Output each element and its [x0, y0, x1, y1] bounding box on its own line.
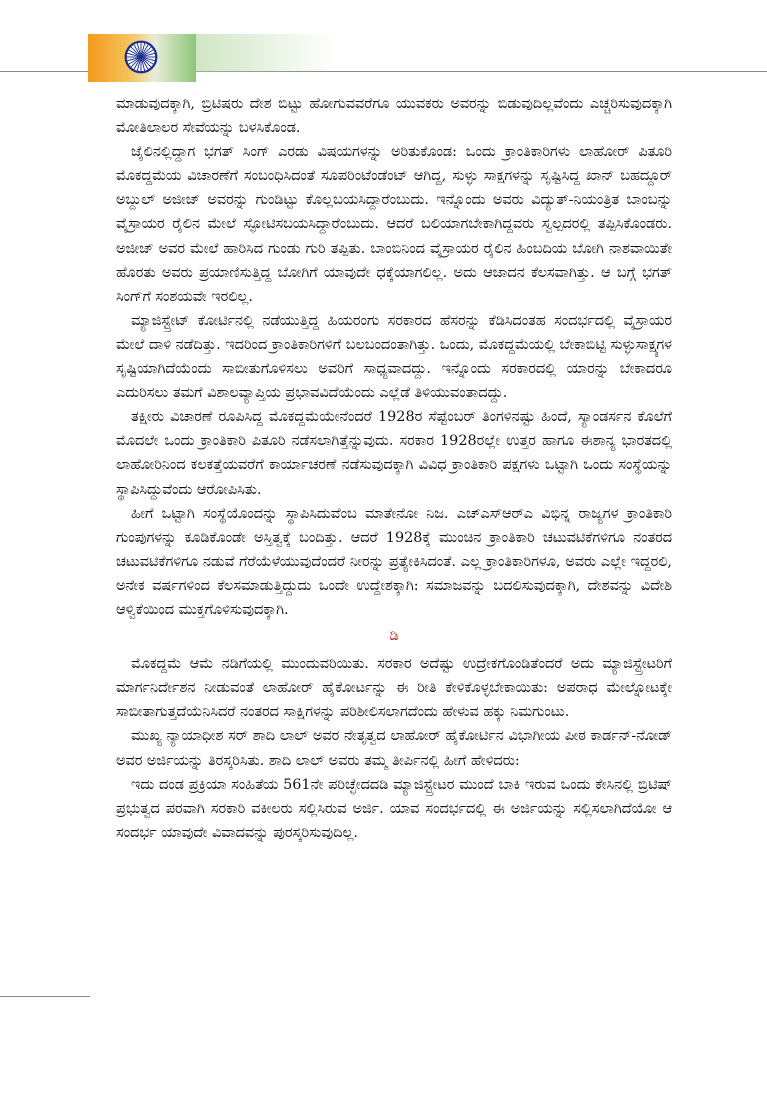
paragraph: ಇದು ದಂಡ ಪ್ರಕ್ರಿಯಾ ಸಂಹಿತೆಯ 561ನೇ ಪರಿಚ್ಛೇದದಡಿ ಮ್ಯಾಜಿಸ್ಟ್ರೇಟರ ಮುಂದೆ ಬಾಕಿ ಇರುವ ಒಂದು ಕೇಸಿನಲ್ಲಿ ಬ್ರಿಟಿಷ್ ಪ್ರಭುತ್ವದ ಪರವಾಗಿ ಸರಕಾರಿ ವಕೀಲರು ಸಲ್ಲಿಸಿರುವ ಅರ್ಜಿ. ಯಾವ ಸಂದರ್ಭದಲ್ಲಿ ಈ ಅರ್ಜಿಯನ್ನು ಸಲ್ಲಿಸಲಾಗಿದೆಯೋ ಆ ಸಂದರ್ಭ ಯಾವುದೇ ವಿವಾದವನ್ನು ಪುರಸ್ಕರಿಸುವುದಿಲ್ಲ. [116, 776, 672, 841]
paragraph: ಮುಖ್ಯ ನ್ಯಾಯಾಧೀಶ ಸರ್ ಶಾದಿ ಲಾಲ್ ಅವರ ನೇತೃತ್ವದ ಲಾಹೋರ್ ಹೈಕೋರ್ಟಿನ ವಿಭಾಗೀಯ ಪೀಠ ಕಾರ್ಡನ್-ನೋಡ್ ಅವರ ಅರ್ಜಿಯನ್ನು ತಿರಸ್ಕರಿಸಿತು. ಶಾದಿ ಲಾಲ್ ಅವರು ತಮ್ಮ ತೀರ್ಪಿನಲ್ಲಿ ಹೀಗೆ ಹೇಳಿದರು: [116, 728, 672, 769]
page-body [116, 92, 672, 845]
footer-rule [0, 996, 90, 997]
header-fade [196, 34, 336, 72]
ashoka-chakra-icon [124, 40, 158, 74]
paragraph: ಮ್ಯಾಜಿಸ್ಟ್ರೇಟ್ ಕೋರ್ಟಿನಲ್ಲಿ ನಡೆಯುತ್ತಿದ್ದ ಹಿಯರಂಗು ಸರಕಾರದ ಹೆಸರನ್ನು ಕೆಡಿಸಿದಂತಹ ಸಂದರ್ಭದಲ್ಲಿ ವೈಸ್ರಾಯರ ಮೇಲೆ ದಾಳಿ ನಡೆದಿತ್ತು. ಇದರಿಂದ ಕ್ರಾಂತಿಕಾರಿಗಳಿಗೆ ಬಲಬಂದಂತಾಗಿತ್ತು. ಒಂದು, ಮೊಕದ್ದಮೆಯಲ್ಲಿ ಬೇಕಾಬಿಟ್ಟಿ ಸುಳ್ಳುಸಾಕ್ಷ್ಯಗಳ ಸೃಷ್ಟಿಯಾಗಿದೆಯೆಂದು ಸಾಬೀತುಗೊಳಿಸಲು ಅವರಿಗೆ ಸಾಧ್ಯವಾದದ್ದು. ಇನ್ನೊಂದು ಸರಕಾರದಲ್ಲಿ ಯಾರನ್ನು ಬೇಕಾದರೂ ಎದುರಿಸಲು ತಮಗೆ ವಿಶಾಲವ್ಯಾಪ್ತಿಯ ಪ್ರಭಾವವಿದೆಯೆಂದು ಎಲ್ಲೆಡೆ ತಿಳಿಯುವಂತಾದದ್ದು. [116, 312, 672, 402]
paragraph: ತಕ್ಷೀರು ವಿಚಾರಣೆ ರೂಪಿಸಿದ್ದ ಮೊಕದ್ದಮೆಯೇನೆಂದರೆ 1928ರ ಸೆಪ್ಟೆಂಬರ್ ತಿಂಗಳಿನಷ್ಟು ಹಿಂದೆ, ಸ್ಯಾಂಡರ್ಸನ ಕೊಲೆಗೆ ಮೊದಲೇ ಒಂದು ಕ್ರಾಂತಿಕಾರಿ ಪಿತೂರಿ ನಡೆಸಲಾಗಿತ್ತೆನ್ನುವುದು. ಸರಕಾರ 1928ರಲ್ಲೇ ಉತ್ತರ ಹಾಗೂ ಈಶಾನ್ಯ ಭಾರತದಲ್ಲಿ ಲಾಹೋರಿನಿಂದ ಕಲಕತ್ತೆಯವರೆಗೆ ಕಾರ್ಯಾಚರಣೆ ನಡೆಸುವುದಕ್ಕಾಗಿ ವಿವಿಧ ಕ್ರಾಂತಿಕಾರಿ ಪಕ್ಷಗಳು ಒಟ್ಟಾಗಿ ಒಂದು ಸಂಸ್ಥೆಯನ್ನು ಸ್ಥಾಪಿಸಿದ್ದುವೆಂದು ಆರೋಪಿಸಿತು. [116, 409, 672, 498]
paragraph: ಮಾಡುವುದಕ್ಕಾಗಿ, ಬ್ರಿಟಿಷರು ದೇಶ ಬಿಟ್ಟು ಹೋಗುವವರೆಗೂ ಯುವಕರು ಅವರನ್ನು ಬಿಡುವುದಿಲ್ಲವೆಂದು ಎಚ್ಚರಿಸುವುದಕ್ಕಾಗಿ ಮೋತಿಲಾಲರ ಸೇವೆಯನ್ನು ಬಳಸಿಕೊಂಡ. [116, 96, 672, 137]
paragraph: ಹೀಗೆ ಒಟ್ಟಾಗಿ ಸಂಸ್ಥೆಯೊಂದನ್ನು ಸ್ಥಾಪಿಸಿದುವೆಂಬ ಮಾತೇನೋ ನಿಜ. ಎಚ್‌ಎಸ್‌ಆರ್‌ಎ ವಿಭಿನ್ನ ರಾಜ್ಯಗಳ ಕ್ರಾಂತಿಕಾರಿ ಗುಂಪುಗಳನ್ನು ಕೂಡಿಕೊಂಡೇ ಅಸ್ತಿತ್ವಕ್ಕೆ ಬಂದಿತ್ತು. ಆದರೆ 1928ಕ್ಕೆ ಮುಂಚಿನ ಕ್ರಾಂತಿಕಾರಿ ಚಟುವಟಿಕೆಗಳಿಗೂ ನಂತರದ ಚಟುವಟಿಕೆಗಳಿಗೂ ನಡುವೆ ಗೆರೆಯೆಳೆಯುವುದೆಂದರೆ ನೀರನ್ನು ಪ್ರತ್ಯೇಕಿಸಿದಂತೆ. ಎಲ್ಲ ಕ್ರಾಂತಿಕಾರಿಗಳೂ, ಅವರು ಎಲ್ಲೇ ಇದ್ದರಲಿ, ಅನೇಕ ವರ್ಷಗಳಿಂದ ಕೆಲಸಮಾಡುತ್ತಿದ್ದುದು ಒಂದೇ ಉದ್ದೇಶಕ್ಕಾಗಿ: ಸಮಾಜವನ್ನು ಬದಲಿಸುವುದಕ್ಕಾಗಿ, ದೇಶವನ್ನು ವಿದೇಶಿ ಆಳ್ವಿಕೆಯಿಂದ ಮುಕ್ತಗೊಳಿಸುವುದಕ್ಕಾಗಿ. [116, 505, 672, 618]
section-separator: ಡಿ [389, 628, 399, 645]
paragraph: ಮೊಕದ್ದಮೆ ಆಮೆ ನಡಿಗೆಯಲ್ಲಿ ಮುಂದುವರಿಯಿತು. ಸರಕಾರ ಅದೆಷ್ಟು ಉದ್ರೇಕಗೊಂಡಿತೆಂದರೆ ಅದು ಮ್ಯಾಜಿಸ್ಟ್ರೇಟರಿಗೆ ಮಾರ್ಗನಿರ್ದೇಶನ ನೀಡುವಂತೆ ಲಾಹೋರ್ ಹೈಕೋರ್ಟನ್ನು ಈ ರೀತಿ ಕೇಳಿಕೊಳ್ಳಬೇಕಾಯಿತು: ಅಪರಾಧ ಮೇಲ್ನೋಟಕ್ಕೇ ಸಾಬೀತಾಗುತ್ತದೆಯೆನಿಸಿದರೆ ನಂತರದ ಸಾಕ್ಷಿಗಳನ್ನು ಪರಿಶೀಲಿಸಲಾಗದೆಂದು ಹೇಳುವ ಹಕ್ಕು ನಿಮಗುಂಟು. [116, 656, 672, 721]
paragraph: ಜೈಲಿನಲ್ಲಿದ್ದಾಗ ಭಗತ್ ಸಿಂಗ್ ಎರಡು ವಿಷಯಗಳನ್ನು ಅರಿತುಕೊಂಡ: ಒಂದು ಕ್ರಾಂತಿಕಾರಿಗಳು ಲಾಹೋರ್ ಪಿತೂರಿ ಮೊಕದ್ದಮೆಯ ವಿಚಾರಣೆಗೆ ಸಂಬಂಧಿಸಿದಂತೆ ಸೂಪರಿಂಟೆಂಡೆಂಟ್ ಆಗಿದ್ದ, ಸುಳ್ಳು ಸಾಕ್ಷಗಳನ್ನು ಸೃಷ್ಟಿಸಿದ್ದ ಖಾನ್ ಬಹದ್ದೂರ್ ಅಬ್ದುಲ್ ಅಜೀಜ್ ಅವರನ್ನು ಗುಂಡಿಟ್ಟು ಕೊಲ್ಲಬಯಸಿದ್ದಾರೆಂಬುದು. ಇನ್ನೊಂದು ಅವರು ವಿದ್ಯುತ್-ನಿಯಂತ್ರಿತ ಬಾಂಬನ್ನು ವೈಸ್ರಾಯರ ರೈಲಿನ ಮೇಲೆ ಸ್ಫೋಟಿಸಬಯಸಿದ್ದಾರೆಂಬುದು. ಆದರೆ ಬಲಿಯಾಗಬೇಕಾಗಿದ್ದವರು ಸ್ವಲ್ಪದರಲ್ಲಿ ತಪ್ಪಿಸಿಕೊಂಡರು. ಅಜೀಜ್ ಅವರ ಮೇಲೆ ಹಾರಿಸಿದ ಗುಂಡು ಗುರಿ ತಪ್ಪಿತು. ಬಾಂಬಿನಿಂದ ವೈಸ್ರಾಯರ ರೈಲಿನ ಹಿಂಬದಿಯ ಬೋಗಿ ನಾಶವಾಯಿತೇ ಹೊರತು ಅವರು ಪ್ರಯಾಣಿಸುತ್ತಿದ್ದ ಬೋಗಿಗೆ ಯಾವುದೇ ಧಕ್ಕೆಯಾಗಲಿಲ್ಲ. ಅದು ಆಜಾದನ ಕೆಲಸವಾಗಿತ್ತು. ಆ ಬಗ್ಗೆ ಭಗತ್ ಸಿಂಗ್‌ಗೆ ಸಂಶಯವೇ ಇರಲಿಲ್ಲ. [116, 144, 672, 305]
